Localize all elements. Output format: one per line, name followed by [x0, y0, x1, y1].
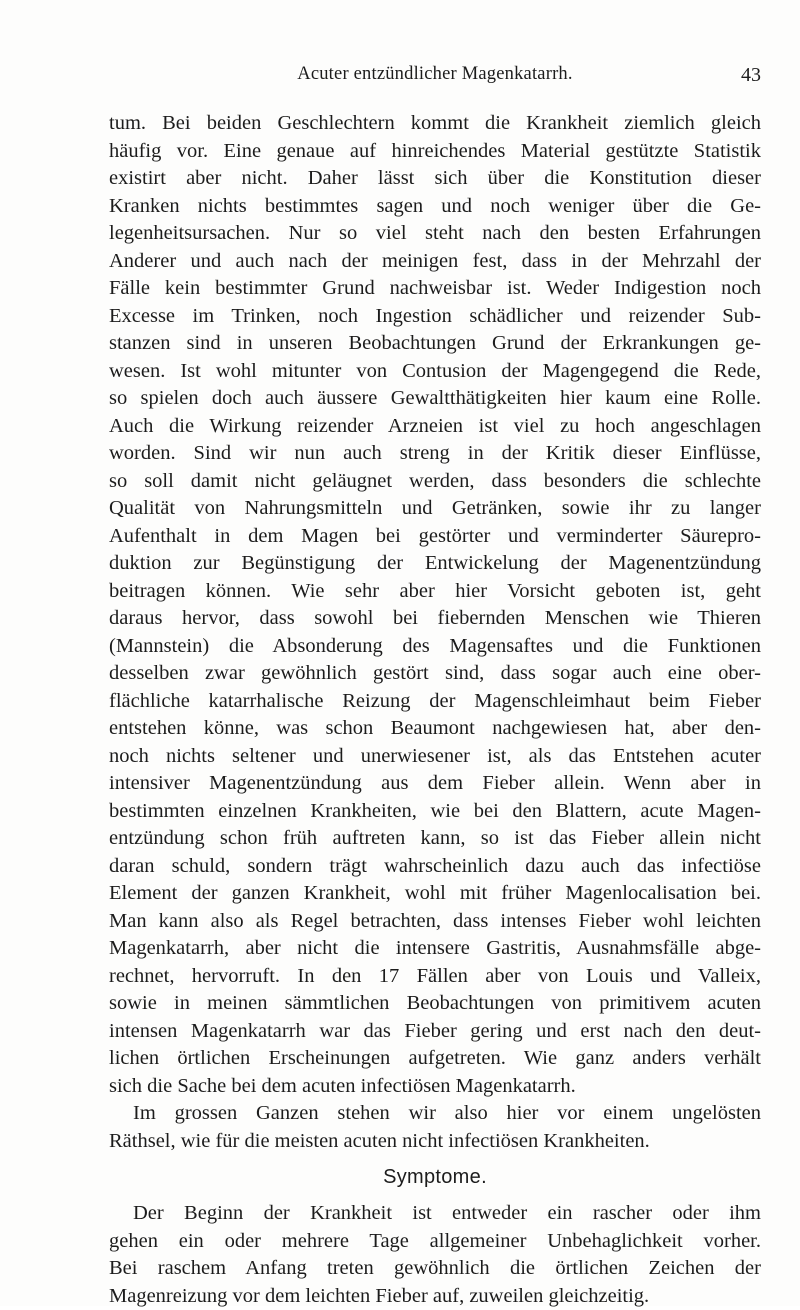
text-line: rechnet, hervorruft. In den 17 Fällen aber von Louis und Valleix,	[109, 963, 761, 991]
text-line: wesen. Ist wohl mitunter von Contusion der Magengegend die Rede,	[109, 358, 761, 386]
text-line: intensen Magenkatarrh war das Fieber gering und erst nach den deut-	[109, 1018, 761, 1046]
text-line: Der Beginn der Krankheit ist entweder ein rascher oder ihm	[109, 1200, 761, 1228]
text-line: duktion zur Begünstigung der Entwickelung der Magenentzündung	[109, 550, 761, 578]
text-line: tum. Bei beiden Geschlechtern kommt die Krankheit ziemlich gleich	[109, 110, 761, 138]
text-line: stanzen sind in unseren Beobachtungen Grund der Erkrankungen ge-	[109, 330, 761, 358]
text-line: beitragen können. Wie sehr aber hier Vorsicht geboten ist, geht	[109, 578, 761, 606]
text-line: so spielen doch auch äussere Gewaltthätigkeiten hier kaum eine Rolle.	[109, 385, 761, 413]
text-line: daran schuld, sondern trägt wahrscheinlich dazu auch das infectiöse	[109, 853, 761, 881]
text-line: legenheitsursachen. Nur so viel steht nach den besten Erfahrungen	[109, 220, 761, 248]
text-line: Element der ganzen Krankheit, wohl mit früher Magenlocalisation bei.	[109, 880, 761, 908]
text-line: Anderer und auch nach der meinigen fest, dass in der Mehrzahl der	[109, 248, 761, 276]
running-title: Acuter entzündlicher Magenkatarrh.	[109, 64, 761, 85]
text-line: Magenkatarrh, aber nicht die intensere Gastritis, Ausnahmsfälle abge-	[109, 935, 761, 963]
text-line: (Mannstein) die Absonderung des Magensaftes und die Funktionen	[109, 633, 761, 661]
text-line: bestimmten einzelnen Krankheiten, wie bei den Blattern, acute Magen-	[109, 798, 761, 826]
text-line: Man kann also als Regel betrachten, dass intenses Fieber wohl leichten	[109, 908, 761, 936]
text-line: Aufenthalt in dem Magen bei gestörter und verminderter Säurepro-	[109, 523, 761, 551]
text-line: worden. Sind wir nun auch streng in der Kritik dieser Einflüsse,	[109, 440, 761, 468]
text-line: flächliche katarrhalische Reizung der Magenschleimhaut beim Fieber	[109, 688, 761, 716]
page-number: 43	[741, 64, 761, 87]
text-line: Bei raschem Anfang treten gewöhnlich die örtlichen Zeichen der	[109, 1255, 761, 1283]
text-line: Excesse im Trinken, noch Ingestion schädlicher und reizender Sub-	[109, 303, 761, 331]
text-line: existirt aber nicht. Daher lässt sich über die Konstitution dieser	[109, 165, 761, 193]
text-line: lichen örtlichen Erscheinungen aufgetreten. Wie ganz anders verhält	[109, 1045, 761, 1073]
text-line: Kranken nichts bestimmtes sagen und noch weniger über die Ge-	[109, 193, 761, 221]
text-line: sowie in meinen sämmtlichen Beobachtungen von primitivem acuten	[109, 990, 761, 1018]
page-header	[109, 64, 761, 94]
text-line: Qualität von Nahrungsmitteln und Getränken, sowie ihr zu langer	[109, 495, 761, 523]
text-line: Fälle kein bestimmter Grund nachweisbar ist. Weder Indigestion noch	[109, 275, 761, 303]
text-line: häufig vor. Eine genaue auf hinreichendes Material gestützte Statistik	[109, 138, 761, 166]
text-line: Räthsel, wie für die meisten acuten nicht infectiösen Krankheiten.	[109, 1128, 761, 1156]
text-line: daraus hervor, dass sowohl bei fiebernden Menschen wie Thieren	[109, 605, 761, 633]
text-line: entstehen könne, was schon Beaumont nachgewiesen hat, aber den-	[109, 715, 761, 743]
text-line: gehen ein oder mehrere Tage allgemeiner Unbehaglichkeit vorher.	[109, 1228, 761, 1256]
text-line: Magenreizung vor dem leichten Fieber auf, zuweilen gleichzeitig.	[109, 1283, 761, 1310]
text-line: noch nichts seltener und unerwiesener ist, als das Entstehen acuter	[109, 743, 761, 771]
text-line: entzündung schon früh auftreten kann, so ist das Fieber allein nicht	[109, 825, 761, 853]
body-text	[109, 110, 761, 1310]
text-line: sich die Sache bei dem acuten infectiösen Magenkatarrh.	[109, 1073, 761, 1101]
text-line: desselben zwar gewöhnlich gestört sind, dass sogar auch eine ober-	[109, 660, 761, 688]
text-line: Auch die Wirkung reizender Arzneien ist viel zu hoch angeschlagen	[109, 413, 761, 441]
section-heading: Symptome.	[109, 1155, 761, 1200]
text-line: so soll damit nicht geläugnet werden, dass besonders die schlechte	[109, 468, 761, 496]
text-line: intensiver Magenentzündung aus dem Fieber allein. Wenn aber in	[109, 770, 761, 798]
text-line: Im grossen Ganzen stehen wir also hier vor einem ungelösten	[109, 1100, 761, 1128]
